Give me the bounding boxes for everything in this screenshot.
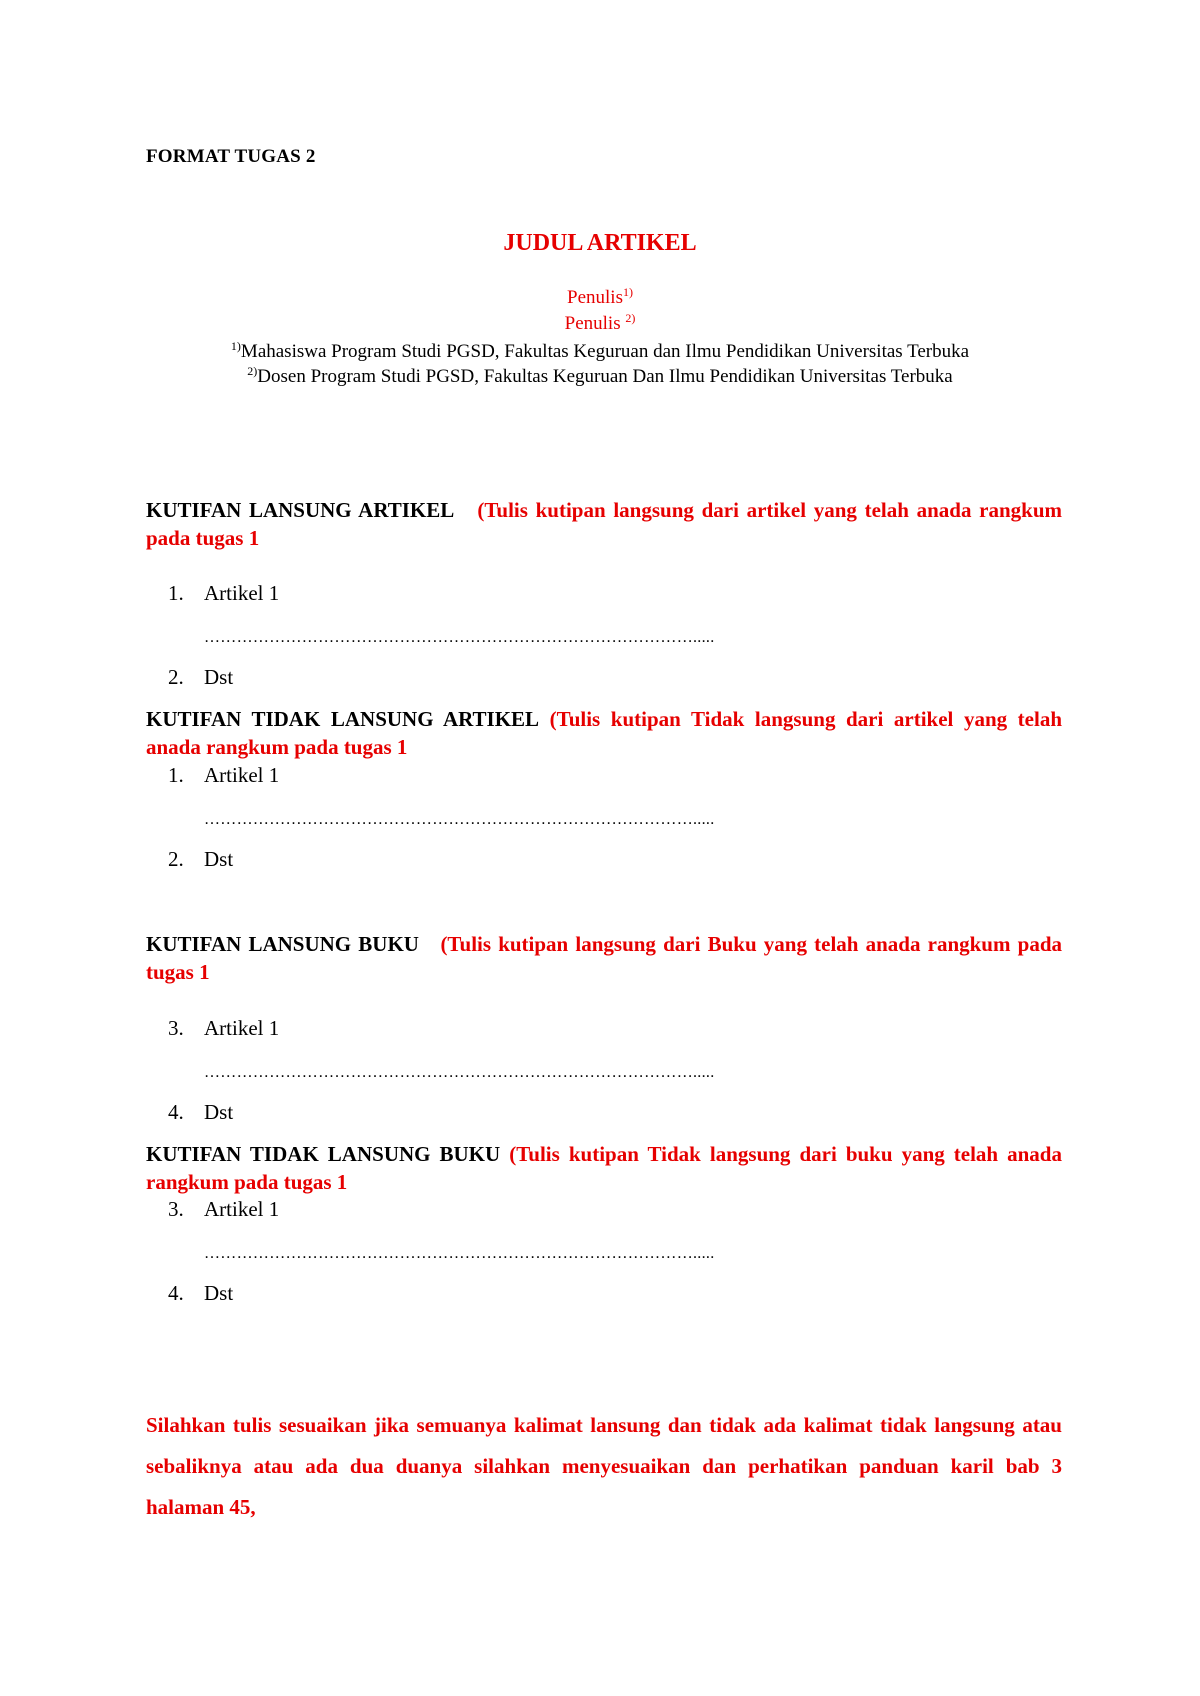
list-text: Artikel 1 xyxy=(204,1197,280,1221)
list-text: Dst xyxy=(204,665,234,689)
list-number: 4. xyxy=(168,1100,184,1124)
list-number: 4. xyxy=(168,1281,184,1305)
affiliation-superscript: 2) xyxy=(247,364,258,378)
list-item xyxy=(168,1100,233,1125)
dotted-placeholder: ………………………………………………………………………………..... xyxy=(204,629,715,646)
dotted-placeholder: ………………………………………………………………………………..... xyxy=(204,1245,715,1262)
author-name: Penulis xyxy=(567,287,623,308)
list-text: Artikel 1 xyxy=(204,581,280,605)
list-text: Dst xyxy=(204,1100,234,1124)
affiliation-superscript: 1) xyxy=(230,339,241,353)
section-heading xyxy=(146,705,1062,761)
section-title: KUTIFAN TIDAK LANSUNG BUKU xyxy=(146,1142,501,1166)
list-number: 2. xyxy=(168,665,184,689)
list-item xyxy=(168,665,233,690)
list-item xyxy=(168,1281,233,1306)
section-instruction: (Tulis kutipan langsung dari artikel yang telah anada rangkum pada tugas 1 xyxy=(146,498,1063,550)
list-item xyxy=(168,1016,279,1041)
section-heading xyxy=(146,930,1062,986)
affiliation-line xyxy=(0,341,1200,363)
author-superscript: 1) xyxy=(622,285,633,299)
list-number: 1. xyxy=(168,581,184,605)
list-item xyxy=(168,581,279,606)
dotted-placeholder: ………………………………………………………………………………..... xyxy=(204,811,715,828)
list-text: Artikel 1 xyxy=(204,763,280,787)
section-heading xyxy=(146,1140,1062,1196)
section-instruction: (Tulis kutipan Tidak langsung dari buku yang telah anada rangkum pada tugas 1 xyxy=(146,1142,1062,1194)
article-title: JUDUL ARTIKEL xyxy=(503,230,697,256)
list-number: 3. xyxy=(168,1016,184,1040)
section-title: KUTIFAN LANSUNG ARTIKEL xyxy=(146,498,455,522)
list-number: 1. xyxy=(168,763,184,787)
list-text: Dst xyxy=(204,1281,234,1305)
list-item xyxy=(168,763,279,788)
closing-instruction: Silahkan tulis sesuaikan jika semuanya kalimat lansung dan tidak ada kalimat tidak langsung atau sebaliknya atau ada dua duanya silahkan menyesuaikan dan perhatikan panduan karil bab 3 halaman 45, xyxy=(146,1413,1062,1519)
list-text: Dst xyxy=(204,847,234,871)
author-line xyxy=(0,287,1200,309)
section-instruction: (Tulis kutipan Tidak langsung dari artikel yang telah anada rangkum pada tugas 1 xyxy=(146,707,1063,759)
list-text: Artikel 1 xyxy=(204,1016,280,1040)
section-title: KUTIFAN TIDAK LANSUNG ARTIKEL xyxy=(146,707,540,731)
author-name: Penulis xyxy=(564,313,626,334)
section-title: KUTIFAN LANSUNG BUKU xyxy=(146,932,419,956)
list-number: 3. xyxy=(168,1197,184,1221)
author-superscript: 2) xyxy=(625,311,636,325)
list-item xyxy=(168,847,233,872)
affiliation-text: Mahasiswa Program Studi PGSD, Fakultas Keguruan dan Ilmu Pendidikan Universitas Terbuka xyxy=(240,341,970,362)
author-line xyxy=(0,313,1200,335)
affiliation-line xyxy=(0,366,1200,388)
list-number: 2. xyxy=(168,847,184,871)
section-heading xyxy=(146,496,1062,552)
format-label: FORMAT TUGAS 2 xyxy=(146,146,316,167)
dotted-placeholder: ………………………………………………………………………………..... xyxy=(204,1064,715,1081)
section-instruction: (Tulis kutipan langsung dari Buku yang telah anada rangkum pada tugas 1 xyxy=(146,932,1062,984)
list-item xyxy=(168,1197,279,1222)
affiliation-text: Dosen Program Studi PGSD, Fakultas Keguruan Dan Ilmu Pendidikan Universitas Terbuka xyxy=(257,366,953,387)
